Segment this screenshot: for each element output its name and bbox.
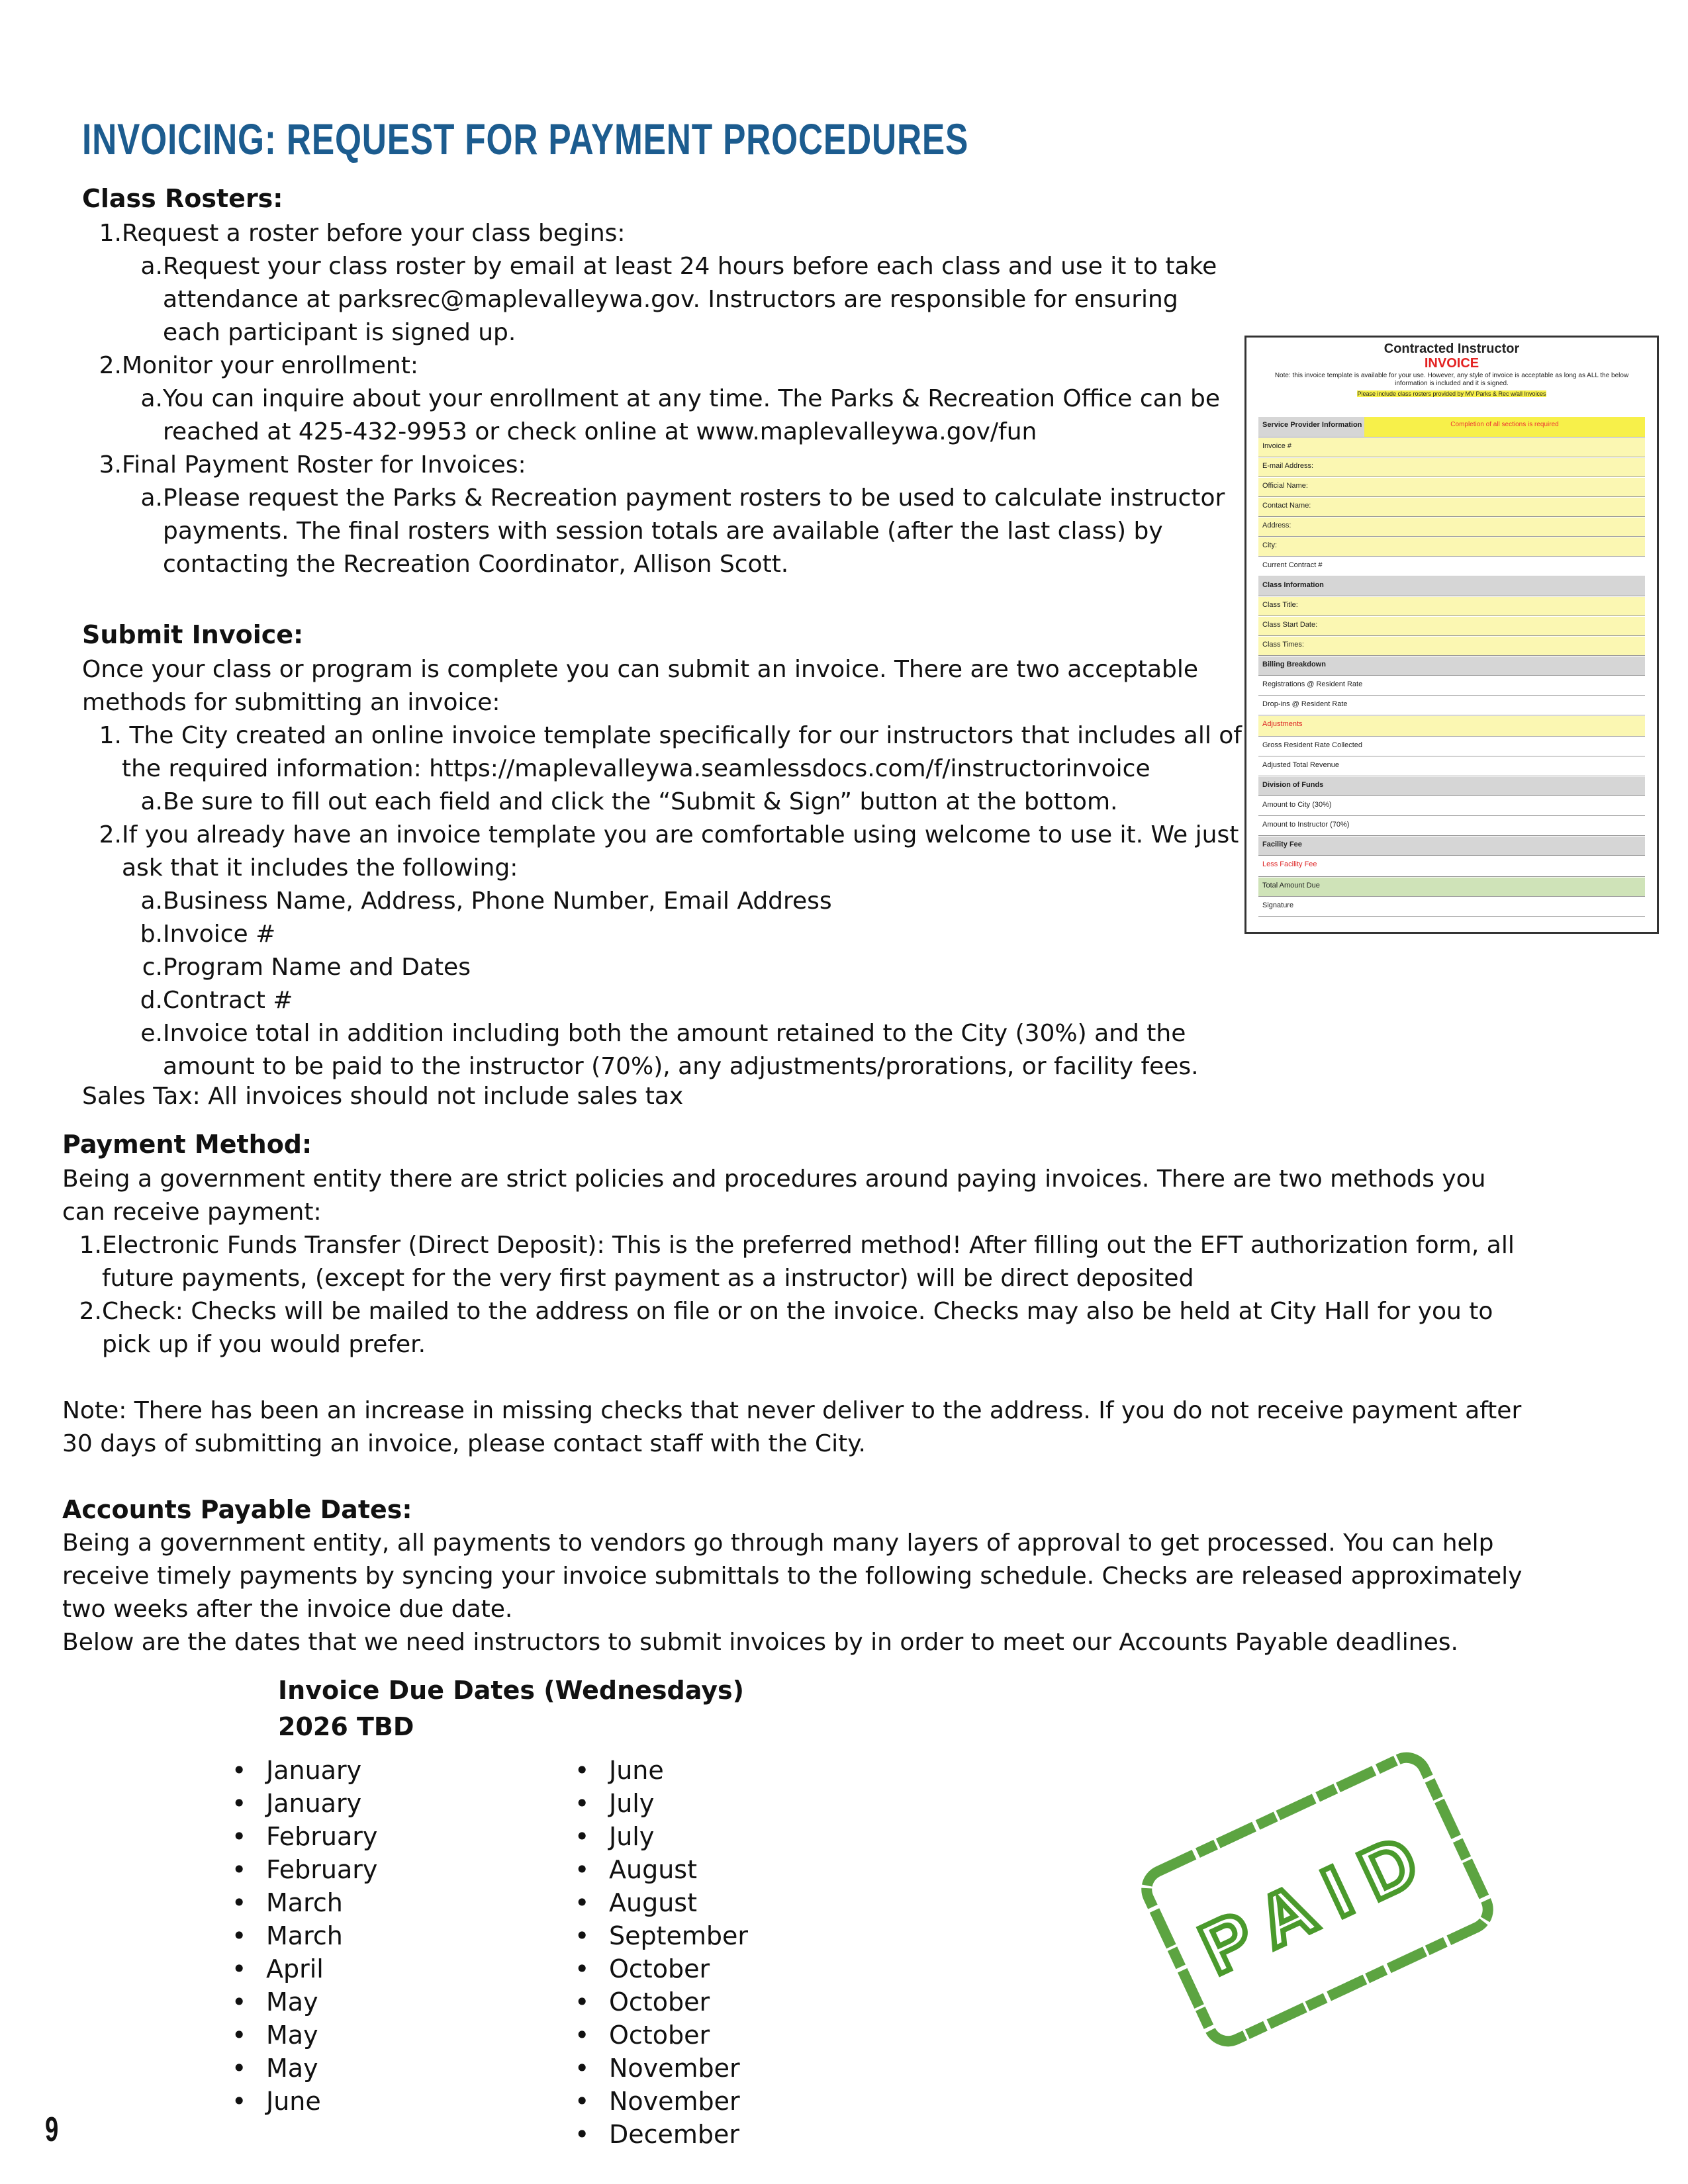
list-text: Request your class roster by email at least 24 hours before each class and use it to take <box>163 253 1217 280</box>
missing-checks-note: 30 days of submitting an invoice, please contact staff with the City. <box>62 1430 866 1457</box>
list-marker: 2. <box>99 352 122 379</box>
due-date-item <box>232 2052 377 2085</box>
bullet-icon: • <box>232 1789 247 1818</box>
due-date-month: October <box>609 1954 710 1983</box>
invoice-form-label: Class Title: <box>1262 601 1298 609</box>
invoice-form-row <box>1258 676 1645 696</box>
invoice-form-row <box>1258 617 1645 636</box>
bullet-icon: • <box>575 2021 590 2050</box>
invoice-form-row <box>1258 737 1645 756</box>
invoice-form-row <box>1258 817 1645 836</box>
invoice-form-label: E-mail Address: <box>1262 462 1314 470</box>
bullet-icon: • <box>232 2021 247 2050</box>
list-text: Program Name and Dates <box>163 954 471 981</box>
due-date-item <box>575 1853 748 1886</box>
list-item <box>134 283 1178 316</box>
invoice-form-label: Invoice # <box>1262 442 1292 450</box>
due-date-item <box>575 1985 748 2019</box>
due-dates-column-2 <box>575 1754 748 2151</box>
list-marker: 1. <box>79 1232 102 1259</box>
list-text: pick up if you would prefer. <box>102 1331 426 1358</box>
invoice-form-label: Facility Fee <box>1262 841 1302 848</box>
invoice-form-label: Address: <box>1262 522 1291 529</box>
list-item <box>93 819 1239 852</box>
invoice-template-image <box>1244 336 1659 934</box>
list-text: Contract # <box>163 987 293 1014</box>
payment-intro-line: Being a government entity there are strict policies and procedures around paying invoices. There are two methods you <box>62 1165 1486 1193</box>
list-text: Invoice # <box>163 921 276 948</box>
bullet-icon: • <box>232 1822 247 1851</box>
invoice-form-label: Gross Resident Rate Collected <box>1262 741 1363 749</box>
list-text: ask that it includes the following: <box>122 854 518 882</box>
class-rosters-heading: Class Rosters: <box>82 184 283 213</box>
due-date-item <box>232 1853 377 1886</box>
list-item <box>134 482 1225 515</box>
list-item <box>134 383 1220 416</box>
due-date-month: December <box>609 2120 740 2149</box>
list-text: future payments, (except for the very first payment as a instructor) will be direct deposited <box>102 1265 1194 1292</box>
due-date-month: April <box>266 1954 324 1983</box>
list-text: Please request the Parks & Recreation payment rosters to be used to calculate instructor <box>163 484 1225 512</box>
due-date-month: February <box>266 1822 378 1851</box>
invoice-form-row <box>1258 797 1645 816</box>
paid-stamp-image <box>1125 1727 1509 2071</box>
due-date-item <box>575 1952 748 1985</box>
invoice-form-label: Official Name: <box>1262 482 1308 490</box>
bullet-icon: • <box>232 1888 247 1917</box>
list-text: reached at 425-432-9953 or check online at www.maplevalleywa.gov/fun <box>163 418 1037 445</box>
list-text: Electronic Funds Transfer (Direct Deposit): This is the preferred method! After filling out the EFT authorization form, all <box>102 1232 1515 1259</box>
invoice-form-row <box>1258 757 1645 776</box>
due-date-month: May <box>266 2054 318 2083</box>
invoice-form-row <box>1258 696 1645 715</box>
accounts-payable-heading: Accounts Payable Dates: <box>62 1495 412 1524</box>
invoice-form-row <box>1258 637 1645 656</box>
invoice-form-row <box>1258 878 1645 897</box>
due-dates-heading: Invoice Due Dates (Wednesdays) <box>278 1676 744 1705</box>
list-item <box>93 752 1150 786</box>
invoice-form-row <box>1258 577 1645 596</box>
invoice-form-label: Amount to Instructor (70%) <box>1262 821 1350 829</box>
list-marker: b. <box>140 921 163 948</box>
list-text: Check: Checks will be mailed to the address on file or on the invoice. Checks may also be held at City Hall for you to <box>102 1298 1493 1325</box>
due-date-item <box>232 1754 377 1787</box>
invoice-form-label: Billing Breakdown <box>1262 660 1326 668</box>
bullet-icon: • <box>232 1954 247 1983</box>
due-dates-year: 2026 TBD <box>278 1712 414 1741</box>
list-text: Monitor your enrollment: <box>122 352 418 379</box>
list-marker: a. <box>140 887 163 915</box>
bullet-icon: • <box>575 1888 590 1917</box>
due-date-item <box>232 1919 377 1952</box>
due-date-month: May <box>266 1987 318 2017</box>
invoice-form-label: Division of Funds <box>1262 781 1324 789</box>
list-marker: e. <box>140 1020 163 1047</box>
list-item <box>73 1295 1493 1328</box>
invoice-form-label: Adjustments <box>1262 720 1303 728</box>
bullet-icon: • <box>575 2054 590 2083</box>
paid-stamp <box>1140 1751 1494 2048</box>
due-date-item <box>232 2085 377 2118</box>
due-date-month: July <box>609 1822 655 1851</box>
invoice-image-note: Note: this invoice template is available for your use. However, any style of invoice is acceptable as long as ALL the below information is included and it is signed. <box>1274 372 1629 387</box>
list-item <box>134 1017 1186 1050</box>
list-item <box>93 449 526 482</box>
invoice-form-row <box>1258 498 1645 517</box>
bullet-icon: • <box>232 1756 247 1785</box>
due-date-item <box>232 1820 377 1853</box>
due-date-month: November <box>609 2054 740 2083</box>
bullet-icon: • <box>575 1921 590 1950</box>
due-date-month: August <box>609 1855 697 1884</box>
sales-tax-note: Sales Tax: All invoices should not include sales tax <box>82 1083 684 1110</box>
due-date-item <box>232 1952 377 1985</box>
bullet-icon: • <box>575 1756 590 1785</box>
due-date-month: March <box>266 1888 343 1917</box>
invoice-required-banner: Completion of all sections is required <box>1364 417 1645 437</box>
list-item <box>73 1262 1194 1295</box>
bullet-icon: • <box>232 1855 247 1884</box>
due-date-item <box>575 1886 748 1919</box>
due-date-month: January <box>266 1789 362 1818</box>
invoice-form-row <box>1258 417 1645 437</box>
list-item <box>134 885 832 918</box>
list-marker: 3. <box>99 451 122 478</box>
list-text: Be sure to fill out each field and click the “Submit & Sign” button at the bottom. <box>163 788 1118 815</box>
due-date-month: February <box>266 1855 378 1884</box>
missing-checks-note: Note: There has been an increase in missing checks that never deliver to the address. If you do not receive payment after <box>62 1397 1522 1424</box>
due-date-item <box>232 1985 377 2019</box>
due-date-month: October <box>609 1987 710 2017</box>
invoice-form-row <box>1258 597 1645 616</box>
invoice-form-row <box>1258 837 1645 856</box>
due-date-month: May <box>266 2021 318 2050</box>
invoice-form-label: Amount to City (30%) <box>1262 801 1332 809</box>
list-text: Invoice total in addition including both the amount retained to the City (30%) and the <box>163 1020 1186 1047</box>
list-item <box>73 1229 1515 1262</box>
list-marker: a. <box>140 385 163 412</box>
invoice-form-row <box>1258 438 1645 457</box>
list-text: The City created an online invoice template specifically for our instructors that includes all of <box>122 722 1242 749</box>
invoice-form-row <box>1258 458 1645 477</box>
invoice-form-label: Drop-ins @ Resident Rate <box>1262 700 1348 708</box>
invoice-form-row <box>1258 856 1645 877</box>
invoice-image-title: Contracted Instructor <box>1383 341 1520 356</box>
due-date-item <box>232 1787 377 1820</box>
due-date-month: June <box>266 2087 321 2116</box>
accounts-payable-line: Below are the dates that we need instructors to submit invoices by in order to meet our Accounts Payable deadlines. <box>62 1629 1458 1656</box>
list-text: Business Name, Address, Phone Number, Email Address <box>163 887 832 915</box>
invoice-form-label: Service Provider Information <box>1262 421 1362 429</box>
bullet-icon: • <box>575 2087 590 2116</box>
list-marker: d. <box>140 987 163 1014</box>
due-date-item <box>575 2118 748 2151</box>
accounts-payable-line: two weeks after the invoice due date. <box>62 1596 513 1623</box>
submit-intro-line-1: Once your class or program is complete you can submit an invoice. There are two acceptable <box>82 656 1199 683</box>
bullet-icon: • <box>232 1921 247 1950</box>
accounts-payable-line: receive timely payments by syncing your invoice submittals to the following schedule. Checks are released approximately <box>62 1563 1523 1590</box>
due-date-month: January <box>266 1756 362 1785</box>
invoice-form-label: Adjusted Total Revenue <box>1262 761 1339 769</box>
list-marker: a. <box>140 253 163 280</box>
invoice-form-label: Total Amount Due <box>1262 882 1320 889</box>
invoice-form-row <box>1258 716 1645 737</box>
list-item <box>73 1328 426 1361</box>
list-item <box>134 984 293 1017</box>
list-marker: 1. <box>99 722 122 749</box>
list-item <box>134 548 788 581</box>
invoice-form-row <box>1258 557 1645 576</box>
due-date-item <box>575 2052 748 2085</box>
list-item <box>134 515 1163 548</box>
list-text: each participant is signed up. <box>163 319 516 346</box>
list-marker: 2. <box>99 821 122 848</box>
list-item <box>93 217 626 250</box>
bullet-icon: • <box>232 2054 247 2083</box>
due-date-month: March <box>266 1921 343 1950</box>
list-text: amount to be paid to the instructor (70%), any adjustments/prorations, or facility fees. <box>163 1053 1199 1080</box>
list-text: You can inquire about your enrollment at any time. The Parks & Recreation Office can be <box>163 385 1220 412</box>
invoice-form-label: Contact Name: <box>1262 502 1311 510</box>
invoice-form-row <box>1258 537 1645 557</box>
list-marker: 2. <box>79 1298 102 1325</box>
list-marker: a. <box>140 484 163 512</box>
due-date-month: August <box>609 1888 697 1917</box>
list-item <box>134 316 516 349</box>
due-date-item <box>575 1787 748 1820</box>
list-text: Request a roster before your class begins: <box>122 220 626 247</box>
list-marker: a. <box>140 788 163 815</box>
due-date-item <box>575 2085 748 2118</box>
bullet-icon: • <box>575 1954 590 1983</box>
bullet-icon: • <box>575 1822 590 1851</box>
invoice-form-label: Registrations @ Resident Rate <box>1262 680 1363 688</box>
invoice-form-row <box>1258 518 1645 537</box>
due-date-item <box>575 1820 748 1853</box>
due-date-item <box>232 2019 377 2052</box>
list-item <box>134 951 471 984</box>
due-date-item <box>575 1919 748 1952</box>
list-item <box>93 719 1242 752</box>
due-date-item <box>575 2019 748 2052</box>
list-item <box>134 250 1217 283</box>
list-item <box>134 416 1037 449</box>
list-text: contacting the Recreation Coordinator, Allison Scott. <box>163 551 789 578</box>
accounts-payable-line: Being a government entity, all payments to vendors go through many layers of approval to get processed. You can help <box>62 1529 1494 1557</box>
page-title: INVOICING: REQUEST FOR PAYMENT PROCEDURES <box>82 114 969 163</box>
list-item <box>93 349 418 383</box>
due-date-month: June <box>609 1756 664 1785</box>
invoice-image-note-2: Please include class rosters provided by MV Parks & Rec w/all Invoices <box>1357 390 1546 397</box>
due-date-item <box>232 1886 377 1919</box>
submit-intro-line-2: methods for submitting an invoice: <box>82 689 500 716</box>
due-date-item <box>575 1754 748 1787</box>
list-text: Final Payment Roster for Invoices: <box>122 451 526 478</box>
invoice-form-label: Class Times: <box>1262 641 1304 649</box>
payment-method-heading: Payment Method: <box>62 1130 312 1159</box>
invoice-form-label: Current Contract # <box>1262 561 1323 569</box>
due-date-month: September <box>609 1921 749 1950</box>
due-date-month: July <box>609 1789 655 1818</box>
due-date-month: October <box>609 2021 710 2050</box>
invoice-form-label: Class Start Date: <box>1262 621 1318 629</box>
list-marker: c. <box>142 954 163 981</box>
stamp-text: PAID <box>1188 1811 1448 1991</box>
list-text: If you already have an invoice template you are comfortable using welcome to use it. We just <box>122 821 1239 848</box>
invoice-form-label: Signature <box>1262 901 1294 909</box>
due-date-month: November <box>609 2087 740 2116</box>
bullet-icon: • <box>232 2087 247 2116</box>
invoice-form-row <box>1258 478 1645 497</box>
submit-invoice-heading: Submit Invoice: <box>82 620 304 649</box>
invoice-form-row <box>1258 657 1645 676</box>
bullet-icon: • <box>575 1789 590 1818</box>
bullet-icon: • <box>575 1855 590 1884</box>
list-item <box>134 1050 1199 1083</box>
invoice-form-row <box>1258 897 1645 917</box>
invoice-image-subtitle: INVOICE <box>1424 356 1479 371</box>
list-text: the required information: https://maplevalleywa.seamlessdocs.com/f/instructorinvoice <box>122 755 1150 782</box>
payment-intro-line: can receive payment: <box>62 1199 322 1226</box>
bullet-icon: • <box>575 1987 590 2017</box>
invoice-form-label: City: <box>1262 541 1277 549</box>
list-item <box>134 786 1117 819</box>
list-item <box>134 918 275 951</box>
list-marker: 1. <box>99 220 122 247</box>
invoice-form-label: Class Information <box>1262 581 1324 589</box>
list-item <box>93 852 518 885</box>
due-dates-column-1 <box>232 1754 377 2118</box>
invoice-form-row <box>1258 777 1645 796</box>
list-text: attendance at parksrec@maplevalleywa.gov. Instructors are responsible for ensuring <box>163 286 1178 313</box>
list-text: payments. The final rosters with session totals are available (after the last class) by <box>163 518 1163 545</box>
bullet-icon: • <box>575 2120 590 2149</box>
bullet-icon: • <box>232 1987 247 2017</box>
invoice-form-label: Less Facility Fee <box>1262 860 1317 868</box>
page-number: 9 <box>45 2111 59 2149</box>
